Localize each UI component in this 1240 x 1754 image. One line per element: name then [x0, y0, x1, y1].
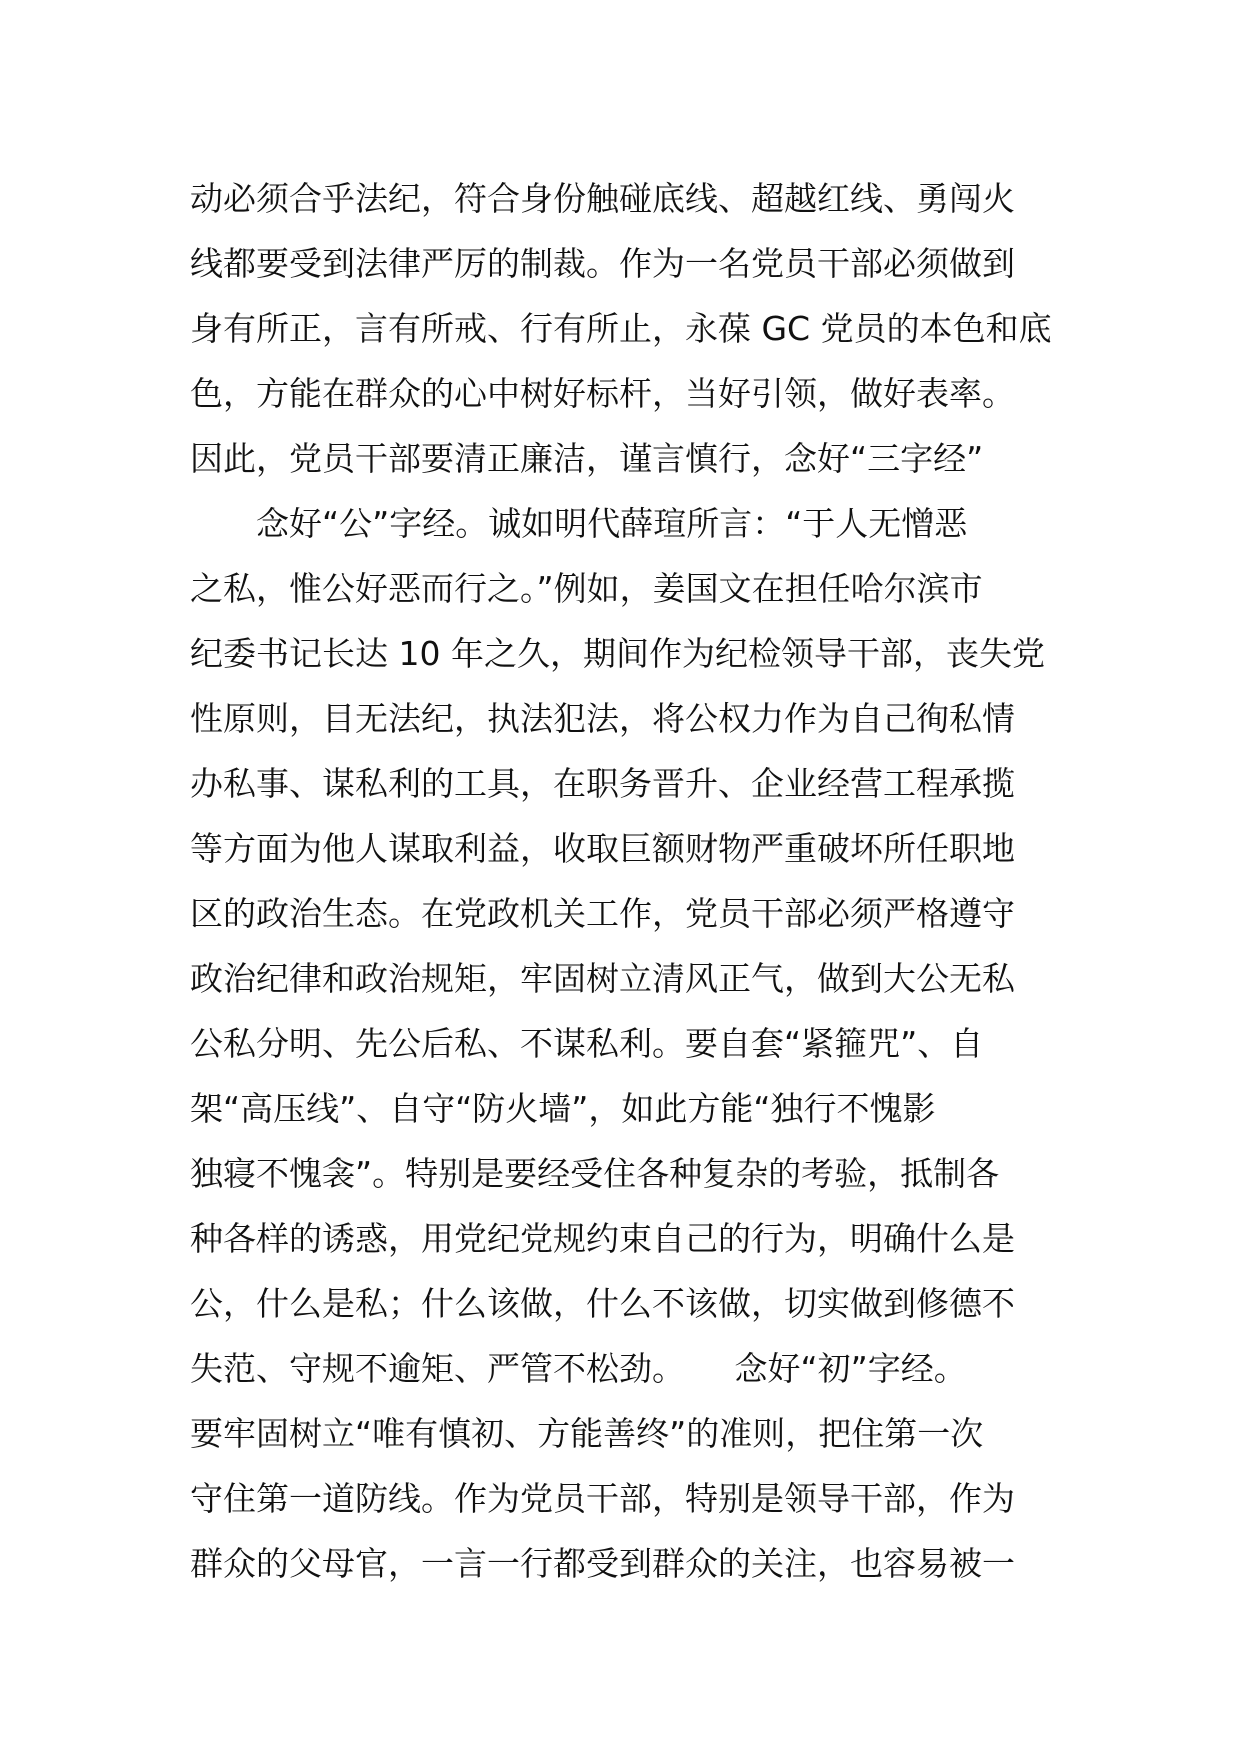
text-line-12: 区的政治生态。在党政机关工作，党员干部必须严格遵守: [190, 894, 1015, 933]
text-line-5: 因此，党员干部要清正廉洁，谨言慎行，念好“三字经”: [190, 439, 984, 478]
text-line-11: 等方面为他人谋取利益，收取巨额财物严重破坏所任职地: [190, 829, 1015, 868]
text-line-4: 色，方能在群众的心中树好标杆，当好引领，做好表率。: [190, 374, 1015, 413]
text-line-2: 线都要受到法律严厉的制裁。作为一名党员干部必须做到: [190, 244, 1015, 283]
text-line-18: 公，什么是私；什么该做，什么不该做，切实做到修德不: [190, 1284, 1015, 1323]
text-line-16: 独寝不愧衾”。特别是要经受住各种复杂的考验，抵制各: [190, 1154, 1000, 1193]
text-line-15: 架“高压线”、自守“防火墙”，如此方能“独行不愧影: [190, 1089, 936, 1128]
text-line-17: 种各样的诱惑，用党纪党规约束自己的行为，明确什么是: [190, 1219, 1015, 1258]
text-line-20: 要牢固树立“唯有慎初、方能善终”的准则，把住第一次: [190, 1414, 984, 1453]
body-text: [190, 166, 1070, 1596]
text-line-6: 念好“公”字经。诚如明代薛瑄所言：“于人无憎恶: [190, 504, 968, 543]
text-line-19: 失范、守规不逾矩、严管不松劲。 念好“初”字经。: [190, 1349, 967, 1388]
text-line-3: 身有所正，言有所戒、行有所止，永葆 GC 党员的本色和底: [190, 309, 1052, 348]
text-line-1: 动必须合乎法纪，符合身份触碰底线、超越红线、勇闯火: [190, 179, 1015, 218]
text-line-14: 公私分明、先公后私、不谋私利。要自套“紧箍咒”、自: [190, 1024, 984, 1063]
text-line-21: 守住第一道防线。作为党员干部，特别是领导干部，作为: [190, 1479, 1015, 1518]
text-line-8: 纪委书记长达 10 年之久，期间作为纪检领导干部，丧失党: [190, 634, 1045, 673]
text-line-22: 群众的父母官，一言一行都受到群众的关注，也容易被一: [190, 1544, 1015, 1583]
text-line-9: 性原则，目无法纪，执法犯法，将公权力作为自己徇私情: [190, 699, 1015, 738]
text-line-13: 政治纪律和政治规矩，牢固树立清风正气，做到大公无私: [190, 959, 1015, 998]
text-line-10: 办私事、谋私利的工具，在职务晋升、企业经营工程承揽: [190, 764, 1015, 803]
text-line-7: 之私，惟公好恶而行之。”例如，姜国文在担任哈尔滨市: [190, 569, 983, 608]
